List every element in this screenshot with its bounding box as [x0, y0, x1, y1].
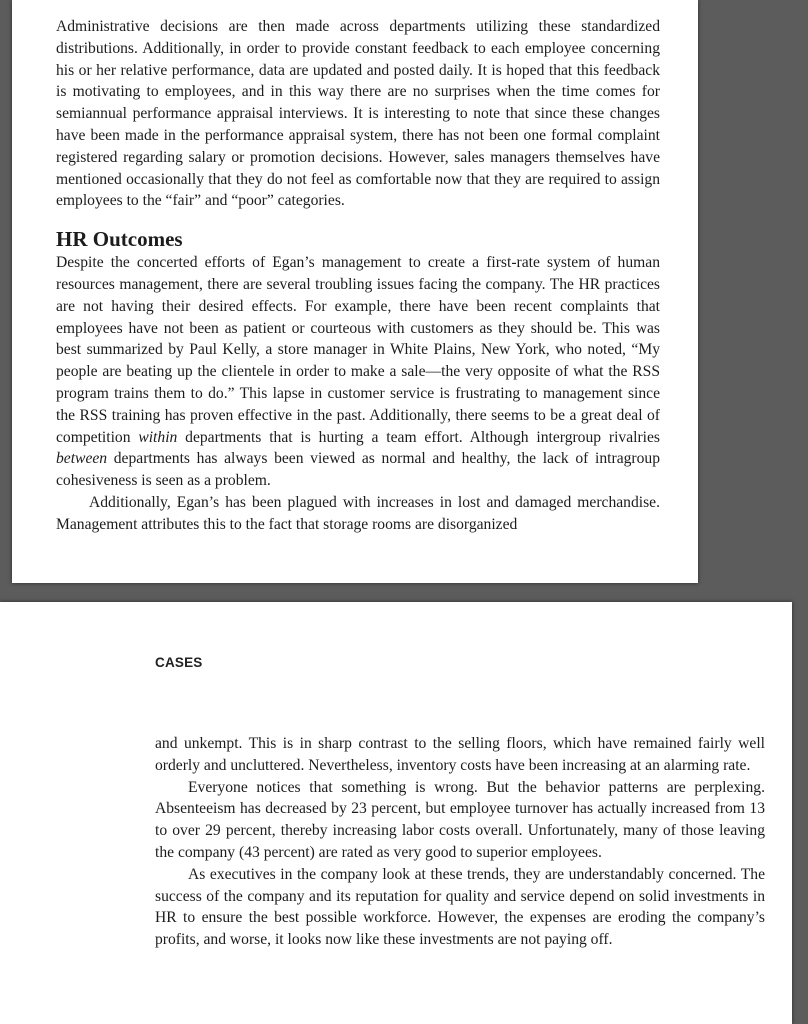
- document-page-top: [12, 0, 698, 583]
- paragraph-appraisal: Administrative decisions are then made across departments utilizing these standardized distributions. Additionally, in order to provide constant feedback to each employee concerning his or her relative performance, data are updated and posted daily. It is hoped that this feedback is motivating to employees, and in this way there are no surprises when the time comes for semiannual performance appraisal interviews. It is interesting to note that since these changes have been made in the performance appraisal system, there has not been one formal complaint registered regarding salary or promotion decisions. However, sales managers themselves have mentioned occasionally that they do not feel as comfortable now that they are required to assign employees to the “fair” and “poor” categories.: [56, 18, 660, 210]
- text-run: departments has always been viewed as normal and healthy, the lack of intragroup cohesiveness is seen as a problem.: [56, 450, 660, 490]
- paragraph-merchandise: Additionally, Egan’s has been plagued with increases in lost and damaged merchandise. Management attributes this to the fact that storage rooms are disorganized: [56, 493, 660, 533]
- text-run: departments that is hurting a team effort. Although intergroup rivalries: [177, 428, 660, 446]
- page-top-text: [56, 16, 660, 536]
- emphasis-within: within: [138, 428, 178, 446]
- section-heading-hr-outcomes: HR Outcomes: [56, 227, 183, 252]
- paragraph-behavior-patterns: Everyone notices that something is wrong. But the behavior patterns are perplexing. Absenteeism has decreased by 23 percent, but employee turnover has actually increased from 13 to over 29 percent, thereby increasing labor costs overall. Unfortunately, many of those leaving the company (43 percent) are rated as very good to superior employees.: [155, 778, 765, 861]
- paragraph-executives: As executives in the company look at these trends, they are understandably concerned. The success of the company and its reputation for quality and service depend on solid investments in HR to ensure the best possible workforce. However, the expenses are eroding the company’s profits, and worse, it looks now like these investments are not paying off.: [155, 865, 765, 949]
- document-page-bottom: [0, 602, 792, 1024]
- page-bottom-text: [155, 733, 765, 951]
- text-run: Despite the concerted efforts of Egan’s management to create a first-rate system of human resources management, there are several troubling issues facing the company. The HR practices are not having their desired effects. For example, there have been recent complaints that employees have not been as patient or courteous with customers as they should be. This was best summarized by Paul Kelly, a store manager in White Plains, New York, who noted, “My people are beating up the clientele in order to make a sale—the very opposite of what the RSS program trains them to do.” This lapse in customer service is frustrating to management since the RSS training has proven effective in the past. Additionally, there seems to be a great deal of competition: [56, 254, 660, 446]
- paragraph-continued: and unkempt. This is in sharp contrast to the selling floors, which have remained fairly well orderly and uncluttered. Nevertheless, inventory costs have been increasing at an alarming rate.: [155, 735, 765, 774]
- running-head: CASES: [155, 655, 203, 670]
- emphasis-between: between: [56, 450, 108, 468]
- paragraph-hr-outcomes: [56, 252, 660, 492]
